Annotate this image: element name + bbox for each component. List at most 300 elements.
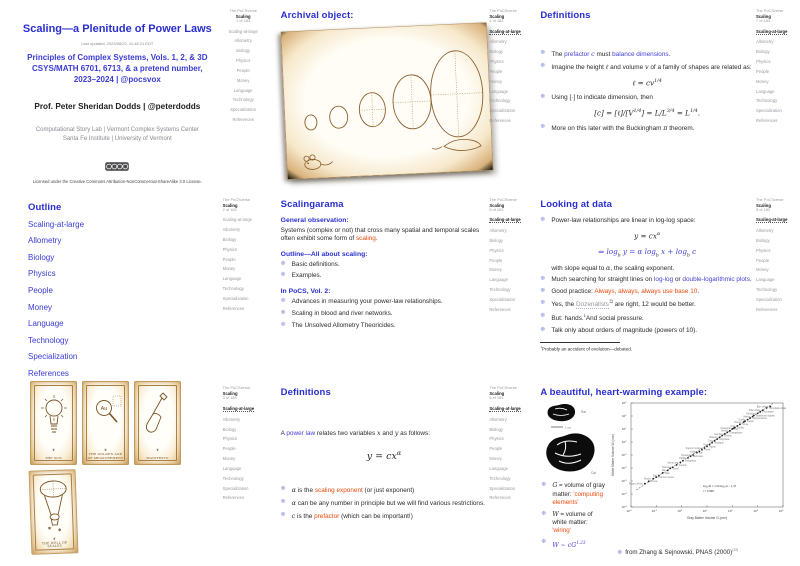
text-span: y = cx (634, 231, 657, 241)
slide-tarot-cards (0, 377, 267, 566)
outline-item-allometry[interactable]: Allometry (28, 236, 62, 246)
text-span: ℓ (605, 62, 609, 71)
bullet-text (551, 288, 699, 295)
card-ornament: ❦ (52, 537, 56, 542)
sidebar-section-references[interactable]: References (755, 118, 778, 124)
course-line: CSYS/MATH 6701, 6713, & a pretend number, (32, 64, 203, 74)
svg-text:Gibbon: Gibbon (724, 435, 733, 438)
text-span: Good practice: (551, 288, 595, 296)
sidebar-section-allometry[interactable]: Allometry (489, 39, 507, 45)
sidebar-section-people[interactable]: People (755, 257, 770, 263)
sidebar-section-language[interactable]: Language (222, 465, 242, 471)
outline-item-scaling-at-large[interactable]: Scaling-at-large (28, 219, 85, 229)
sidebar-section-money[interactable]: Money (489, 456, 502, 462)
sidebar-section-language[interactable]: Language (489, 88, 508, 94)
sidebar-section-physics[interactable]: Physics (755, 247, 771, 253)
sidebar-section-language[interactable]: Language (489, 465, 508, 471)
card-well-of-scales (29, 470, 79, 556)
svg-text:Au: Au (100, 406, 108, 413)
text-span: 1.23 (576, 539, 586, 545)
sidebar-section-technology[interactable]: Technology (489, 287, 511, 293)
sidebar-section-people[interactable]: People (489, 446, 503, 452)
deck-title: Scaling (755, 13, 771, 19)
svg-text:1 cm: 1 cm (565, 425, 572, 430)
bullet-text (292, 310, 393, 317)
sidebar-section-scaling-at-large[interactable]: Scaling-at-large (755, 217, 788, 223)
sidebar-section-allometry[interactable]: Allometry (489, 228, 507, 233)
card-ornament: ❦ (52, 448, 55, 453)
svg-text:10-1: $10^{-1}$ (621, 453, 627, 458)
svg-text:Ferret: Ferret (704, 450, 711, 453)
subheading: In PoCS, Vol. 2: (280, 287, 331, 295)
bullet-item (540, 124, 754, 133)
text-span: Basic definitions. (291, 260, 340, 268)
text-span: . (697, 288, 700, 296)
license-text: Licensed under the Creative Commons Attribution-NonCommercial-ShareAlike 3.0 License. (32, 178, 202, 184)
footnote (540, 345, 754, 352)
text-span: 1/4 (633, 108, 642, 115)
text-span: x + log (658, 246, 687, 256)
bullet-text (551, 64, 751, 71)
text-span: α (291, 498, 296, 507)
cc-license-badge (14, 158, 221, 176)
outline-item-people[interactable]: People (28, 286, 53, 296)
sidebar-sections (489, 406, 530, 501)
sidebar-section-biology[interactable]: Biology (222, 236, 237, 242)
text-span: A (280, 430, 287, 438)
text-span: Scaling in blood and river networks. (291, 309, 393, 317)
svg-text:Rabbit: Rabbit (679, 458, 687, 461)
text-span: Examples. (291, 272, 322, 280)
course-line[interactable]: 2023–2024 | @pocsvox (73, 75, 161, 85)
slide-definitions-power-law (267, 377, 534, 566)
sidebar-section-language[interactable]: Language (233, 87, 253, 93)
bullet-item (540, 63, 754, 72)
bullet-icon: ❉ (540, 313, 546, 320)
bullet-icon: ❉ (541, 510, 547, 517)
text-span: y = cx (366, 450, 397, 462)
text-span: α (656, 231, 661, 238)
text-span: But: hands. (551, 315, 584, 323)
sidebar-section-physics[interactable]: Physics (222, 436, 238, 442)
bullet-text (292, 261, 340, 268)
bullet-icon: ❉ (540, 123, 546, 130)
card-manifesto (134, 381, 181, 465)
outline-item-references[interactable]: References (28, 369, 69, 378)
sidebar-section-money[interactable]: Money (489, 78, 502, 84)
sidebar-section-specialization[interactable]: Specialization (755, 296, 782, 302)
svg-text:100: $10^0$ (622, 440, 627, 445)
sidebar-section-biology[interactable]: Biology (755, 237, 770, 243)
bullet-text (292, 487, 415, 494)
bullet-icon: ❉ (540, 50, 546, 56)
text-span: = L (674, 108, 690, 118)
svg-text:Walrus: Walrus (743, 416, 751, 419)
svg-text:Fox: Fox (703, 444, 708, 447)
card-the-sun (30, 381, 77, 465)
sidebar-section-scaling-at-large[interactable]: Scaling-at-large (489, 217, 521, 223)
bullet-item (540, 276, 754, 284)
sidebar-section-technology[interactable]: Technology (755, 287, 778, 293)
svg-text:101: $10^1$ (703, 509, 708, 514)
svg-text:Guinea pig: Guinea pig (667, 462, 679, 465)
slide-outline (0, 189, 267, 378)
sidebar-section-technology[interactable]: Technology (232, 97, 254, 103)
outline-list (28, 220, 221, 378)
text-span: prefactor (314, 512, 340, 520)
link[interactable]: balance dimensions (612, 51, 669, 58)
slide-sidebar (489, 198, 530, 317)
bullet-text (551, 125, 694, 132)
sidebar-section-scaling-at-large[interactable]: Scaling-at-large (489, 28, 521, 34)
text-span: c (291, 511, 296, 520)
sidebar-section-scaling-at-large[interactable]: Scaling-at-large (489, 405, 521, 411)
sidebar-section-money[interactable]: Money (755, 267, 769, 273)
sidebar-section-specialization[interactable]: Specialization (230, 107, 257, 113)
bullet-icon: ❉ (280, 485, 286, 492)
outline-item-technology[interactable]: Technology (28, 335, 69, 345)
text-span: α (291, 485, 296, 494)
sidebar-section-money[interactable]: Money (236, 77, 250, 83)
sidebar-section-technology[interactable]: Technology (489, 475, 511, 481)
card-title: THE GOLDEN AGE OF MEASUREMENT (87, 452, 124, 460)
link[interactable]: power law (286, 430, 316, 438)
sidebar-section-specialization[interactable]: Specialization (222, 485, 249, 491)
text-span: = volume of gray matter: (552, 482, 605, 498)
sidebar-sections (489, 217, 530, 312)
bullet-text (552, 482, 605, 505)
sidebar-section-allometry[interactable]: Allometry (489, 416, 507, 422)
link[interactable]: log-log (653, 276, 674, 284)
deck-title: Scaling (222, 391, 238, 397)
text-span: ⇒ log (598, 246, 618, 256)
text-span: v (644, 62, 649, 71)
bullet-text (551, 327, 697, 334)
formula-log-transform (540, 247, 754, 258)
sidebar-section-technology[interactable]: Technology (755, 98, 778, 104)
sidebar-section-references[interactable]: References (232, 117, 254, 123)
svg-text:Galago: Galago (690, 451, 698, 454)
sidebar-section-people[interactable]: People (222, 256, 236, 262)
sidebar-section-physics[interactable]: Physics (222, 246, 238, 252)
sidebar-section-allometry[interactable]: Allometry (755, 228, 774, 233)
bullet-icon: ❉ (540, 62, 546, 69)
sidebar-section-biology[interactable]: Biology (222, 426, 237, 432)
sidebar-section-scaling-at-large[interactable]: Scaling-at-large (222, 405, 255, 411)
last-updated: Last updated: 2023/08/22, 11:48:21 EDT (81, 41, 154, 46)
deck-title: Scaling (235, 13, 251, 19)
bullet-text (292, 272, 322, 279)
deck-title: Scaling (489, 391, 505, 397)
svg-text:102: $10^2$ (728, 509, 733, 514)
sidebar-section-language[interactable]: Language (755, 277, 775, 283)
sidebar-sections (756, 217, 797, 312)
bullet-item (281, 272, 488, 280)
footnote-rule (540, 342, 620, 343)
bullet-item (541, 511, 607, 536)
link[interactable]: prefactor (564, 51, 592, 58)
svg-text:Cat: Cat (699, 452, 703, 455)
text-span: y (394, 429, 399, 438)
bullet-item (540, 313, 754, 324)
bullet-text (551, 315, 643, 322)
deck-title: Scaling (222, 202, 238, 208)
bullet-icon: ❉ (540, 216, 546, 223)
slide-heading: Definitions (280, 387, 331, 399)
text-span: G (552, 482, 558, 490)
text-span: from Zhang & Sejnowski, PNAS (2000) (625, 549, 733, 556)
sidebar-section-physics[interactable]: Physics (755, 59, 771, 65)
text-span: 1/4 (689, 108, 698, 115)
text-span: 1 (540, 345, 542, 350)
svg-text:Sheep: Sheep (721, 431, 728, 434)
bullet-icon: ❉ (540, 300, 546, 307)
pocsverse-label: The PoCSverse (755, 196, 784, 202)
sidebar-sections (223, 217, 264, 311)
sidebar-section-specialization[interactable]: Specialization (222, 295, 249, 301)
sidebar-section-specialization[interactable]: Specialization (489, 485, 516, 491)
svg-text:Harvest mouse: Harvest mouse (658, 477, 675, 480)
svg-text:10-1: $10^{-1}$ (652, 509, 658, 514)
figure-caption (617, 548, 738, 556)
text-span: (which can be important!) (339, 512, 413, 520)
svg-text:10-3: $10^{-3}$ (621, 479, 627, 484)
text-span: Yes, the (551, 301, 576, 309)
text-span: . (749, 276, 752, 284)
slide-sidebar (489, 9, 530, 128)
sidebar-section-references[interactable]: References (222, 305, 245, 311)
bullet-icon: ❉ (540, 276, 546, 283)
sidebar-section-money[interactable]: Money (222, 456, 236, 462)
bullet-text (551, 94, 653, 101)
text-span: W (552, 510, 559, 518)
sidebar-section-technology[interactable]: Technology (222, 475, 244, 481)
sidebar-section-references[interactable]: References (489, 495, 511, 501)
text-span: theorem. (667, 124, 695, 132)
bullet-item (540, 217, 754, 225)
bullet-item (541, 539, 607, 549)
link[interactable]: double-logarithmic plots (682, 276, 750, 284)
sidebar-section-physics[interactable]: Physics (489, 436, 504, 442)
outline-item-language[interactable]: Language (28, 319, 64, 329)
svg-text:Baboon: Baboon (709, 437, 718, 440)
text-span: or (673, 276, 683, 284)
sidebar-section-biology[interactable]: Biology (755, 49, 770, 55)
sidebar-section-technology[interactable]: Technology (222, 286, 244, 292)
sidebar-section-specialization[interactable]: Specialization (489, 108, 516, 114)
text-span: ℓ = cv (632, 78, 655, 88)
card-ornament: ❦ (104, 448, 107, 453)
page-number: 1 of 183 (236, 18, 251, 24)
sidebar-section-references[interactable]: References (489, 118, 511, 124)
svg-text:Cat: Cat (591, 471, 597, 476)
affiliation-line: Computational Story Lab | Vermont Complex Systems Center (35, 127, 199, 134)
card-title: THE WELL OF SCALES (41, 540, 68, 550)
cat-brain-image (547, 434, 597, 476)
svg-text:10-2: $10^{-2}$ (621, 466, 627, 471)
formula-power-law (540, 231, 754, 240)
well-of-scales-icon (34, 475, 75, 540)
bullet-item (540, 327, 754, 335)
svg-text:102: $10^2$ (622, 414, 627, 419)
svg-text:Killer whale: Killer whale (749, 410, 761, 413)
sidebar-section-physics[interactable]: Physics (235, 58, 251, 64)
page-number: 3 of 183 (222, 395, 237, 401)
sidebar-section-references[interactable]: References (489, 306, 511, 312)
sidebar-section-biology[interactable]: Biology (489, 237, 504, 243)
svg-text:Bat: Bat (653, 475, 657, 478)
cc-badge-icon (105, 162, 129, 171)
page-number: 6 of 183 (489, 395, 504, 401)
sidebar-section-physics[interactable]: Physics (489, 59, 504, 65)
slide-sidebar (756, 198, 797, 317)
slide-heading: Outline (28, 201, 62, 213)
sidebar-section-money[interactable]: Money (222, 266, 236, 272)
pocsverse-label: The PoCSverse (489, 385, 517, 391)
sidebar-sections (489, 29, 530, 124)
sidebar-section-technology[interactable]: Technology (489, 98, 511, 104)
sidebar-section-biology[interactable]: Biology (236, 48, 251, 54)
text-span: 1 (583, 313, 586, 319)
sidebar-section-biology[interactable]: Biology (489, 49, 504, 55)
slide-sidebar (756, 9, 797, 128)
svg-text:Chimpanzee: Chimpanzee (729, 432, 743, 435)
svg-text:Mole: Mole (665, 473, 671, 476)
bullet-text (551, 301, 695, 308)
svg-text:Orangutan: Orangutan (720, 428, 732, 431)
svg-text:Rat: Rat (581, 410, 587, 415)
page-number: 7 of 183 (755, 18, 771, 24)
paragraph (281, 227, 488, 244)
sidebar-section-physics[interactable]: Physics (489, 247, 504, 253)
text-span: 1/4 (654, 78, 662, 85)
svg-text:Squirrel: Squirrel (679, 465, 688, 468)
text-span: Systems (complex or not) that cross many spatial and temporal scales often exhibit some form of (280, 226, 480, 243)
text-span: scaling (355, 235, 376, 243)
sidebar-section-references[interactable]: References (755, 306, 778, 312)
svg-text:Elephant: Elephant (746, 413, 756, 416)
lightbulb-sun-icon (35, 386, 74, 450)
sidebar-section-allometry[interactable]: Allometry (234, 38, 252, 44)
svg-text:Opossum: Opossum (681, 455, 692, 458)
pocsverse-label: The PoCSverse (222, 385, 251, 391)
text-span: The (551, 51, 565, 58)
outline-item-physics[interactable]: Physics (28, 269, 56, 279)
text-span: Much searching for straight lines on (551, 276, 654, 284)
text-span: Using [·] to indicate dimension, then (551, 93, 653, 101)
sidebar-section-references[interactable]: References (222, 495, 245, 501)
bullet-icon: ❉ (280, 309, 286, 316)
text-span: c (689, 246, 697, 256)
page-number: 8 of 183 (755, 206, 771, 212)
outline-item-money[interactable]: Money (28, 302, 53, 312)
svg-text:10-5: $10^{-5}$ (621, 505, 627, 510)
svg-text:Gerbil: Gerbil (672, 468, 679, 471)
svg-text:Pig: Pig (734, 429, 739, 432)
paragraph (281, 429, 488, 438)
bullet-item (540, 288, 754, 296)
svg-text:Hedgehog: Hedgehog (685, 460, 697, 463)
external-link-icon[interactable]: ⧉ (609, 300, 613, 306)
text-span: b (617, 252, 621, 258)
link[interactable]: Dozenalists (575, 301, 610, 309)
text-span: Always, always, always use base 10 (594, 288, 698, 296)
outline-item-specialization[interactable]: Specialization (28, 352, 78, 362)
formula-dimensions (540, 108, 754, 117)
paragraph (540, 264, 754, 273)
subheading: General observation: (280, 216, 349, 224)
text-span: (or just exponent) (362, 486, 415, 494)
sidebar-section-language[interactable]: Language (222, 276, 242, 282)
text-span: The Unsolved Allometry Theoricides. (291, 321, 396, 329)
text-span: More on this later with the Buckingham (551, 124, 664, 132)
deck-main-title: Scaling—a Plenitude of Power Laws (22, 23, 212, 35)
formula-power-law (281, 449, 488, 462)
svg-text:103: $10^3$ (753, 509, 759, 514)
page-number: 2 of 183 (222, 206, 237, 212)
text-span: as follows: (398, 430, 431, 438)
sidebar-section-people[interactable]: People (755, 68, 770, 74)
sidebar-section-specialization[interactable]: Specialization (489, 296, 516, 302)
sidebar-section-allometry[interactable]: Allometry (755, 39, 774, 45)
sidebar-section-money[interactable]: Money (489, 267, 502, 273)
slide-sidebar (489, 386, 530, 505)
sidebar-section-biology[interactable]: Biology (489, 426, 504, 432)
text-span: 'computing elements' (552, 490, 604, 506)
sidebar-sections (756, 29, 797, 124)
text-span: α (606, 263, 611, 272)
sidebar-section-specialization[interactable]: Specialization (755, 108, 782, 114)
text-span: relates two variables (315, 430, 377, 438)
bullet-icon: ❉ (617, 550, 623, 556)
pocsverse-label: The PoCSverse (222, 196, 251, 202)
text-span: α (396, 448, 402, 457)
sidebar-section-scaling-at-large[interactable]: Scaling-at-large (222, 217, 252, 223)
text-span: 'wiring' (552, 527, 571, 535)
svg-text:Macaque: Macaque (714, 443, 725, 446)
sidebar-section-people[interactable]: People (222, 446, 236, 452)
sidebar-section-allometry[interactable]: Allometry (222, 416, 241, 422)
sidebar-section-people[interactable]: People (489, 68, 503, 74)
outline-item-biology[interactable]: Biology (28, 252, 55, 262)
slide-title-page (0, 0, 267, 189)
sidebar-section-language[interactable]: Language (489, 277, 508, 283)
svg-text:Dog: Dog (708, 440, 713, 443)
sidebar-section-money[interactable]: Money (755, 78, 769, 84)
svg-text:Giraffe: Giraffe (738, 419, 746, 422)
slide-heading: A beautiful, heart-warming example: (540, 387, 708, 399)
slide-heading: Definitions (540, 10, 591, 21)
sidebar-section-scaling-at-large[interactable]: Scaling-at-large (755, 28, 788, 34)
sidebar-section-language[interactable]: Language (755, 88, 775, 94)
svg-text:Gorilla: Gorilla (737, 427, 745, 430)
text-span: 3/4 (666, 108, 675, 115)
ellipse-sketch (280, 22, 493, 179)
sidebar-section-allometry[interactable]: Allometry (222, 227, 241, 232)
text-span: . (375, 235, 378, 243)
sidebar-section-people[interactable]: People (236, 67, 250, 73)
svg-text:Capybara: Capybara (719, 439, 730, 442)
bullet-text (292, 322, 396, 329)
svg-text:Agouti: Agouti (709, 446, 717, 449)
bullet-icon: ❉ (540, 288, 546, 295)
text-span: Power-law relationships are linear in log-log space: (551, 216, 696, 224)
sidebar-section-people[interactable]: People (489, 257, 503, 263)
sidebar-section-scaling-at-large[interactable]: Scaling-at-large (228, 28, 258, 34)
example-left-column (541, 401, 607, 553)
text-span: y = α log (620, 246, 656, 256)
bullet-text (551, 51, 670, 58)
